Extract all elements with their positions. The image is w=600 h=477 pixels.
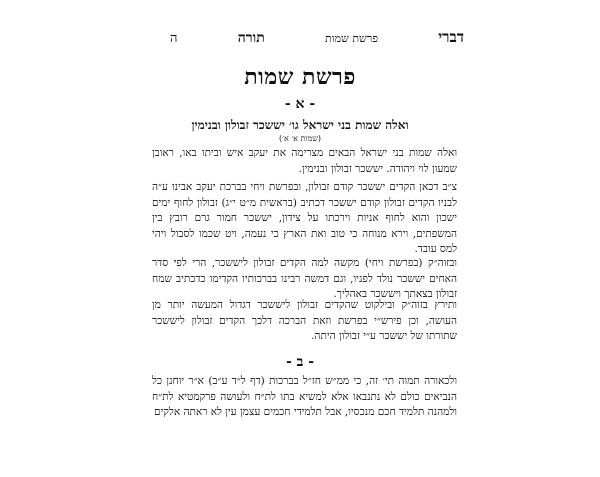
paragraph-4: ותירץ בזוה״ק ובילקוט שהקדים זבולון ליששכר דגדול המעשה יותר מן העושה, וכן פירש״י בפרשת וזאת הברכה דלכך הקדים זבולון ליששכר שתורתו של יששכר ע״י זבולון היתה. xyxy=(152,299,457,342)
section-marker-2: - ב - xyxy=(285,354,315,370)
page-title: פרשת שמות xyxy=(244,64,356,90)
verse-reference: (שמות א׳ א׳) xyxy=(279,134,321,143)
paragraph-1: ואלה שמות בני ישראל הבאים מצרימה את יעקב איש וביתו באו, ראובן שמעון לוי ויהודה. יששכר זבולון ובנימין. xyxy=(152,147,457,175)
paragraph-2: צ״ב דכאן הקדים יששכר קודם זבולון, ובפרשת ויחי בברכת יעקב אבינו ע״ה לבניו הקדים זבולון קודם יששכר דכתיב (בראשית מ״ט י״ג) זבולון לחוף ימים ישכון והוא לחוף אניות וירכתו על צידון, יששכר חמור גרם רובץ בין המשפתים, וירא מנוחה כי טוב ואת הארץ כי נעמה, ויט שכמו לסבול ויהי למס עובד. xyxy=(152,181,457,255)
header-parsha-name: פרשת שמות xyxy=(325,32,379,45)
paragraph-3: ובזוה״ק (בפרשת ויחי) מקשה למה הקדים זבולון ליששכר, הרי לפי סדר האחים יששכר נולד לפניו, וגם דמשה רבינו בברכותיו הקדימו כדכתיב שמח זבולון בצאתך ויששכר באהליך. xyxy=(152,257,457,300)
page-number: ה xyxy=(170,31,178,46)
header-book-name: דברי xyxy=(438,28,464,46)
header-section-name: תורה xyxy=(237,30,265,46)
section-marker-1: - א - xyxy=(284,96,316,112)
paragraph-5: ולכאורה תמוה תי׳ זה, כי ממ״ש חז״ל בברכות (דף ל״ד ע״ב) א״ר יוחנן כל הנביאים כולם לא נתנבאו אלא למשיא בתו לת״ח ולעושה פרקמטיא לת״ח ולמהנה תלמיד חכם מנכסיו, אבל תלמידי חכמים עצמן עין לא ראתה אלקים xyxy=(152,375,457,418)
section-subheading: ואלה שמות בני ישראל גו׳ יששכר זבולון ובנימין xyxy=(191,118,409,132)
running-header xyxy=(170,28,464,50)
